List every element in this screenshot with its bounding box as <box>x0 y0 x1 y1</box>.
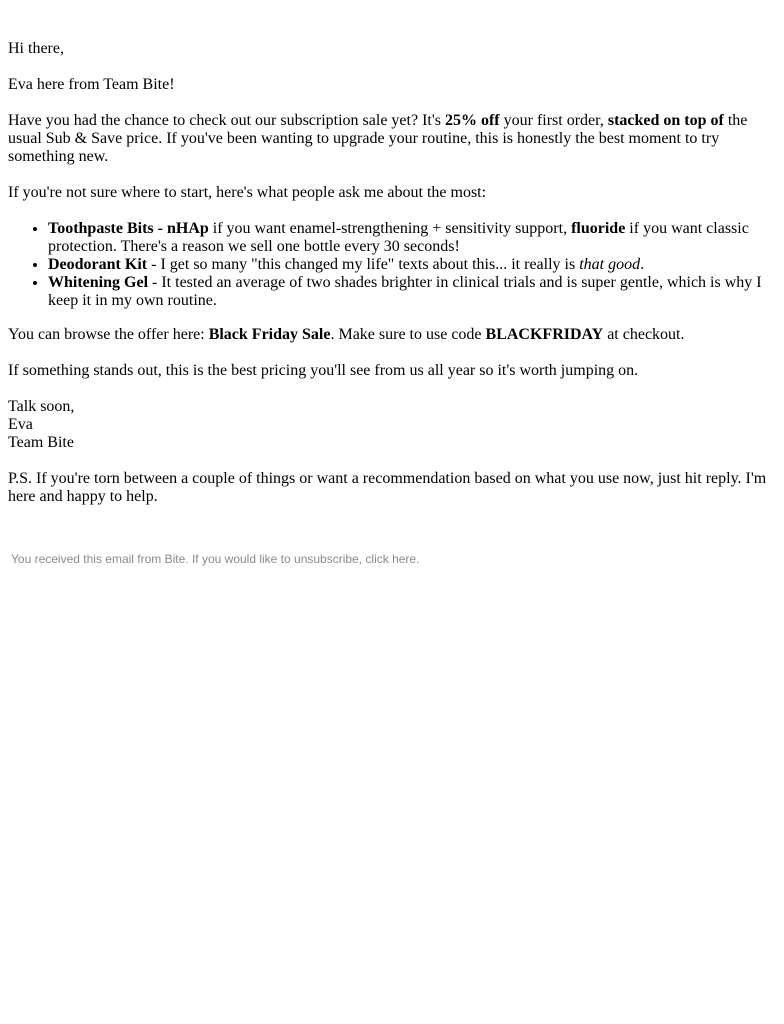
sale-text-1: Have you had the chance to check out our subscription sale yet? It's <box>8 112 445 129</box>
toothpaste-text-2: if you want classic protection. There's a reason we sell one bottle every 30 seconds! <box>48 220 749 255</box>
email-footer <box>8 552 776 566</box>
sale-text-3: the usual Sub & Save price. If you've been wanting to upgrade your routine, this is honestly the best moment to try something new. <box>8 112 748 165</box>
list-item-deodorant <box>48 256 776 274</box>
promo-code: BLACKFRIDAY <box>485 326 604 343</box>
sale-text-2: your first order, <box>499 112 608 129</box>
that-good-emphasis: that good <box>579 256 641 273</box>
list-item-whitening <box>48 274 776 310</box>
black-friday-sale-link[interactable]: Black Friday Sale <box>208 326 331 343</box>
intro-line: Eva here from Team Bite! <box>8 76 175 93</box>
product-list <box>8 220 776 310</box>
discount-highlight: 25% off <box>444 112 500 129</box>
offer-paragraph <box>8 326 776 344</box>
stacked-highlight: stacked on top of <box>607 112 724 129</box>
signature <box>8 398 776 452</box>
whitening-text-1: - It tested an average of two shades brighter in clinical trials and is super gentle, which is why I keep it in my own routine. <box>48 274 762 309</box>
deodorant-text-1: - I get so many "this changed my life" texts about this... it really is <box>147 256 580 273</box>
signature-closing: Talk soon, <box>8 398 75 415</box>
list-item-toothpaste <box>48 220 776 256</box>
offer-text-3: at checkout. <box>603 326 685 343</box>
signature-name: Eva <box>8 416 33 433</box>
deodorant-text-2: . <box>640 256 645 273</box>
footer-text-2: . <box>416 552 420 566</box>
sale-paragraph <box>8 112 776 166</box>
product-name-deodorant: Deodorant Kit <box>48 256 148 273</box>
pricing-paragraph: If something stands out, this is the best pricing you'll see from us all year so it's worth jumping on. <box>8 362 639 379</box>
ps-paragraph: P.S. If you're torn between a couple of things or want a recommendation based on what you use now, just hit reply. I'm here and happy to help. <box>8 470 767 505</box>
greeting: Hi there, <box>8 40 64 57</box>
fluoride-highlight: fluoride <box>571 220 626 237</box>
unsubscribe-link[interactable]: click here <box>365 552 417 566</box>
list-intro: If you're not sure where to start, here's what people ask me about the most: <box>8 184 487 201</box>
signature-team: Team Bite <box>8 434 74 451</box>
toothpaste-text-1: if you want enamel-strengthening + sensitivity support, <box>208 220 572 237</box>
footer-text-1: You received this email from Bite. If you would like to unsubscribe, <box>11 552 366 566</box>
offer-text-1: You can browse the offer here: <box>8 326 209 343</box>
offer-text-2: . Make sure to use code <box>330 326 486 343</box>
product-name-whitening: Whitening Gel <box>48 274 149 291</box>
product-name-toothpaste: Toothpaste Bits - nHAp <box>48 220 209 237</box>
